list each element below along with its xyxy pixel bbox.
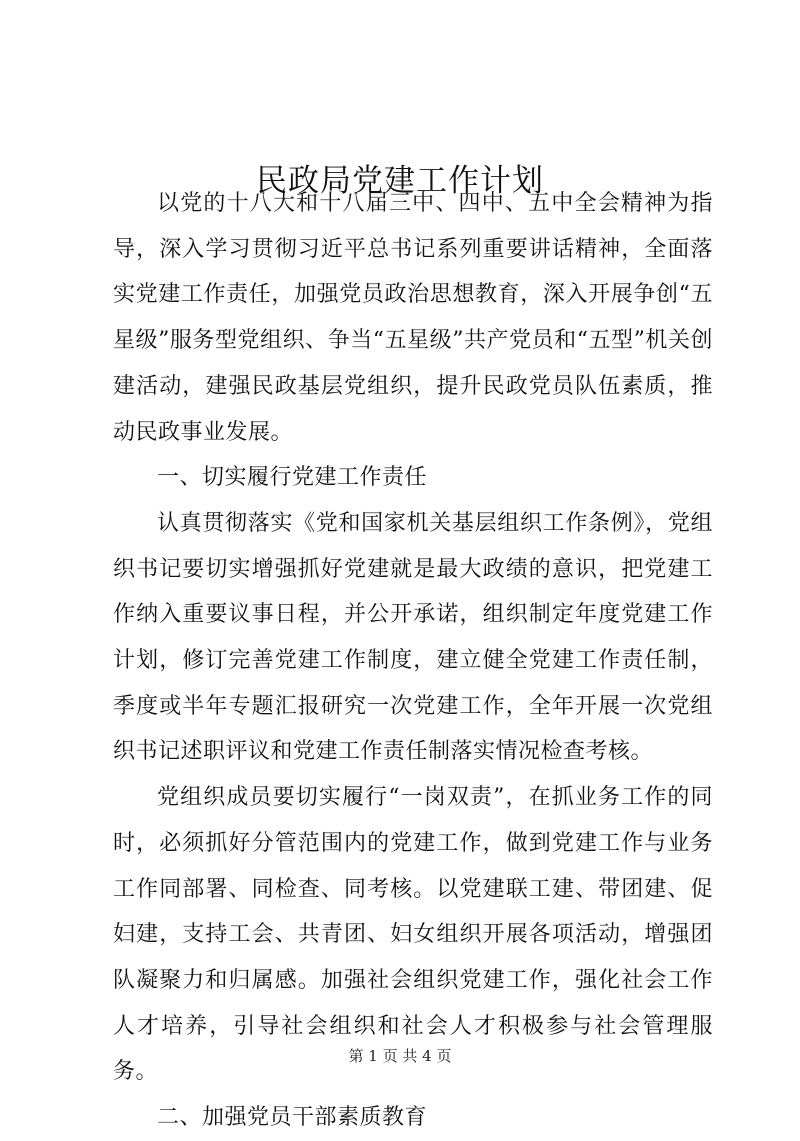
section-heading-2: 二、加强党员干部素质教育 xyxy=(157,1105,428,1131)
section-heading-1: 一、切实履行党建工作责任 xyxy=(157,465,428,491)
page-footer: 第 1 页 共 4 页 xyxy=(348,1047,452,1065)
intro-paragraph: 以党的十八大和十八届三中、四中、五中全会精神为指导，深入学习贯彻习近平总书记系列重要讲话精神，全面落实党建工作责任，加强党员政治思想教育，深入开展争创“五星级”服务型党组织、争当“五星级”共产党员和“五型”机关创建活动，建强民政基层党组织，提升民政党员队伍素质，推动民政事业发展。 xyxy=(113,191,713,445)
document-title: 民政局党建工作计划 xyxy=(256,162,544,199)
document-body xyxy=(113,181,713,1141)
section-1-paragraph-1: 认真贯彻落实《党和国家机关基层组织工作条例》，党组织书记要切实增强抓好党建就是最大政绩的意识，把党建工作纳入重要议事日程，并公开承诺，组织制定年度党建工作计划，修订完善党建工作制度，建立健全党建工作责任制，季度或半年专题汇报研究一次党建工作，全年开展一次党组织书记述职评议和党建工作责任制落实情况检查考核。 xyxy=(113,510,713,765)
section-1-paragraph-2: 党组织成员要切实履行“一岗双责”，在抓业务工作的同时，必须抓好分管范围内的党建工作，做到党建工作与业务工作同部署、同检查、同考核。以党建联工建、带团建、促妇建，支持工会、共青团、妇女组织开展各项活动，增强团队凝聚力和归属感。加强社会组织党建工作，强化社会工作人才培养，引导社会组织和社会人才积极参与社会管理服务。 xyxy=(113,785,713,1085)
